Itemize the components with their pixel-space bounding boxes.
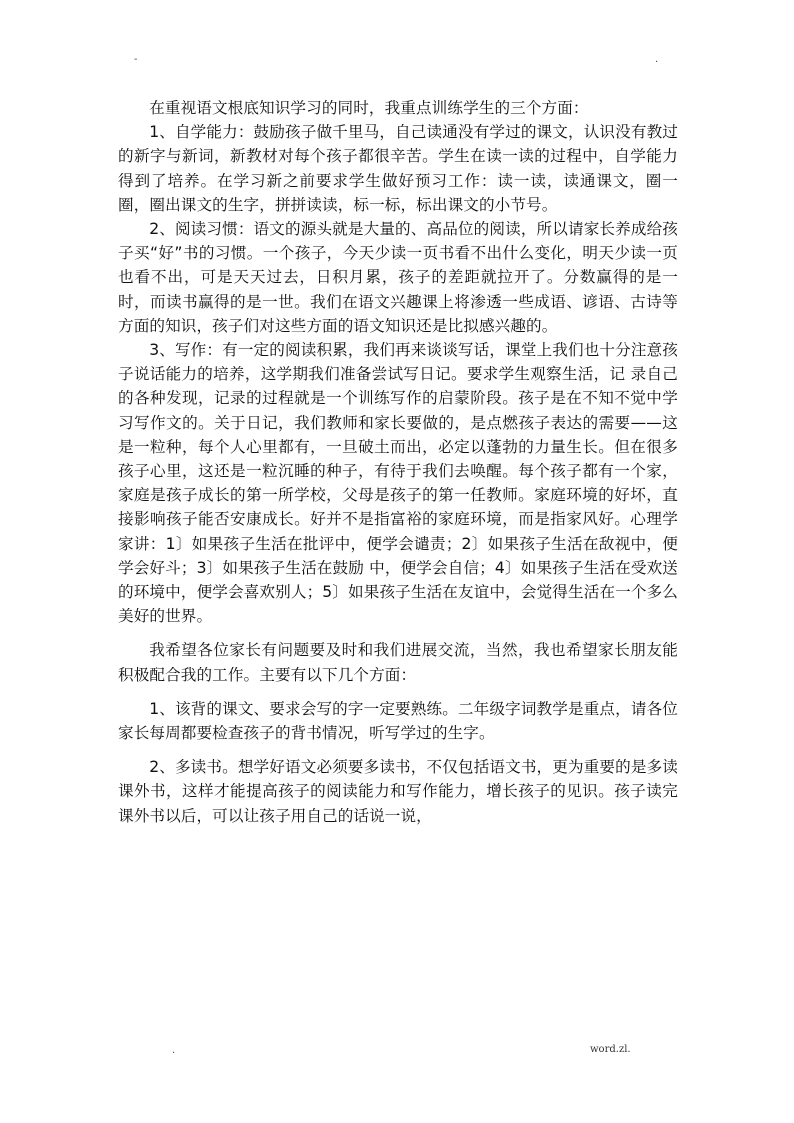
document-body <box>118 96 678 828</box>
header-mark-left: - <box>134 54 138 65</box>
header-mark-right: . <box>655 54 659 65</box>
paragraph-parent-request: 我希望各位家长有问题要及时和我们进展交流，当然，我也希望家长朋友能积极配合我的工作。主要有以下几个方面： <box>118 641 678 684</box>
paragraph-more-reading: 2、多读书。想学好语文必须要多读书，不仅包括语文书，更为重要的是多读课外书，这样才能提高孩子的阅读能力和写作能力，增长孩子的见识。孩子读完课外书以后，可以让孩子用自己的话说一说， <box>118 758 678 825</box>
footer-mark-left: . <box>172 1045 176 1056</box>
paragraph-writing: 3、写作：有一定的阅读积累，我们再来谈谈写话，课堂上我们也十分注意孩子说话能力的培养，这学期我们准备尝试写日记。要求学生观察生活，记 录自己的各种发现，记录的过程就是一个训练写作的启蒙阶段。孩子是在不知不觉中学习写作文的。关于日记，我们教师和家长要做的，是点燃孩子表达的需要——这是一粒种，每个人心里都有，一旦破土而出，必定以蓬勃的力量生长。但在很多孩子心里，这还是一粒沉睡的种子，有待于我们去唤醒。每个孩子都有一个家，家庭是孩子成长的第一所学校，父母是孩子的第一任教师。家庭环境的好坏，直接影响孩子能否安康成长。好并不是指富裕的家庭环境，而是指家风好。心理学家讲：1〕如果孩子生活在批评中，便学会谴责；2〕如果孩子生活在敌视中，便学会好斗；3〕如果孩子生活在鼓励 中，便学会自信；4〕如果孩子生活在受欢送的环境中，便学会喜欢别人；5〕如果孩子生活在友谊中，会觉得生活在一个多么美好的世界。 <box>118 341 678 626</box>
paragraph-self-study: 1、自学能力：鼓励孩子做千里马，自己读通没有学过的课文，认识没有教过的新字与新词，新教材对每个孩子都很辛苦。学生在读一读的过程中，自学能力得到了培养。在学习新之前要求学生做好预习工作：读一读，读通课文，圈一圈，圈出课文的生字，拼拼读读，标一标，标出课文的小节号。 <box>118 123 678 214</box>
footer-label: word.zl. <box>590 1044 631 1055</box>
paragraph-intro: 在重视语文根底知识学习的同时，我重点训练学生的三个方面： <box>149 99 589 117</box>
paragraph-recitation: 1、该背的课文、要求会写的字一定要熟练。二年级字词教学是重点，请各位家长每周都要检查孩子的背书情况，听写学过的生字。 <box>118 699 678 743</box>
paragraph-reading-habit: 2、阅读习惯：语文的源头就是大量的、高品位的阅读，所以请家长养成给孩子买“好”书的习惯。一个孩子，今天少读一页书看不出什么变化，明天少读一页也看不出，可是天天过去，日积月累，孩子的差距就拉开了。分数赢得的是一时，而读书赢得的是一世。我们在语文兴趣课上将渗透一些成语、谚语、古诗等方面的知识，孩子们对这些方面的语文知识还是比拟感兴趣的。 <box>118 220 678 335</box>
